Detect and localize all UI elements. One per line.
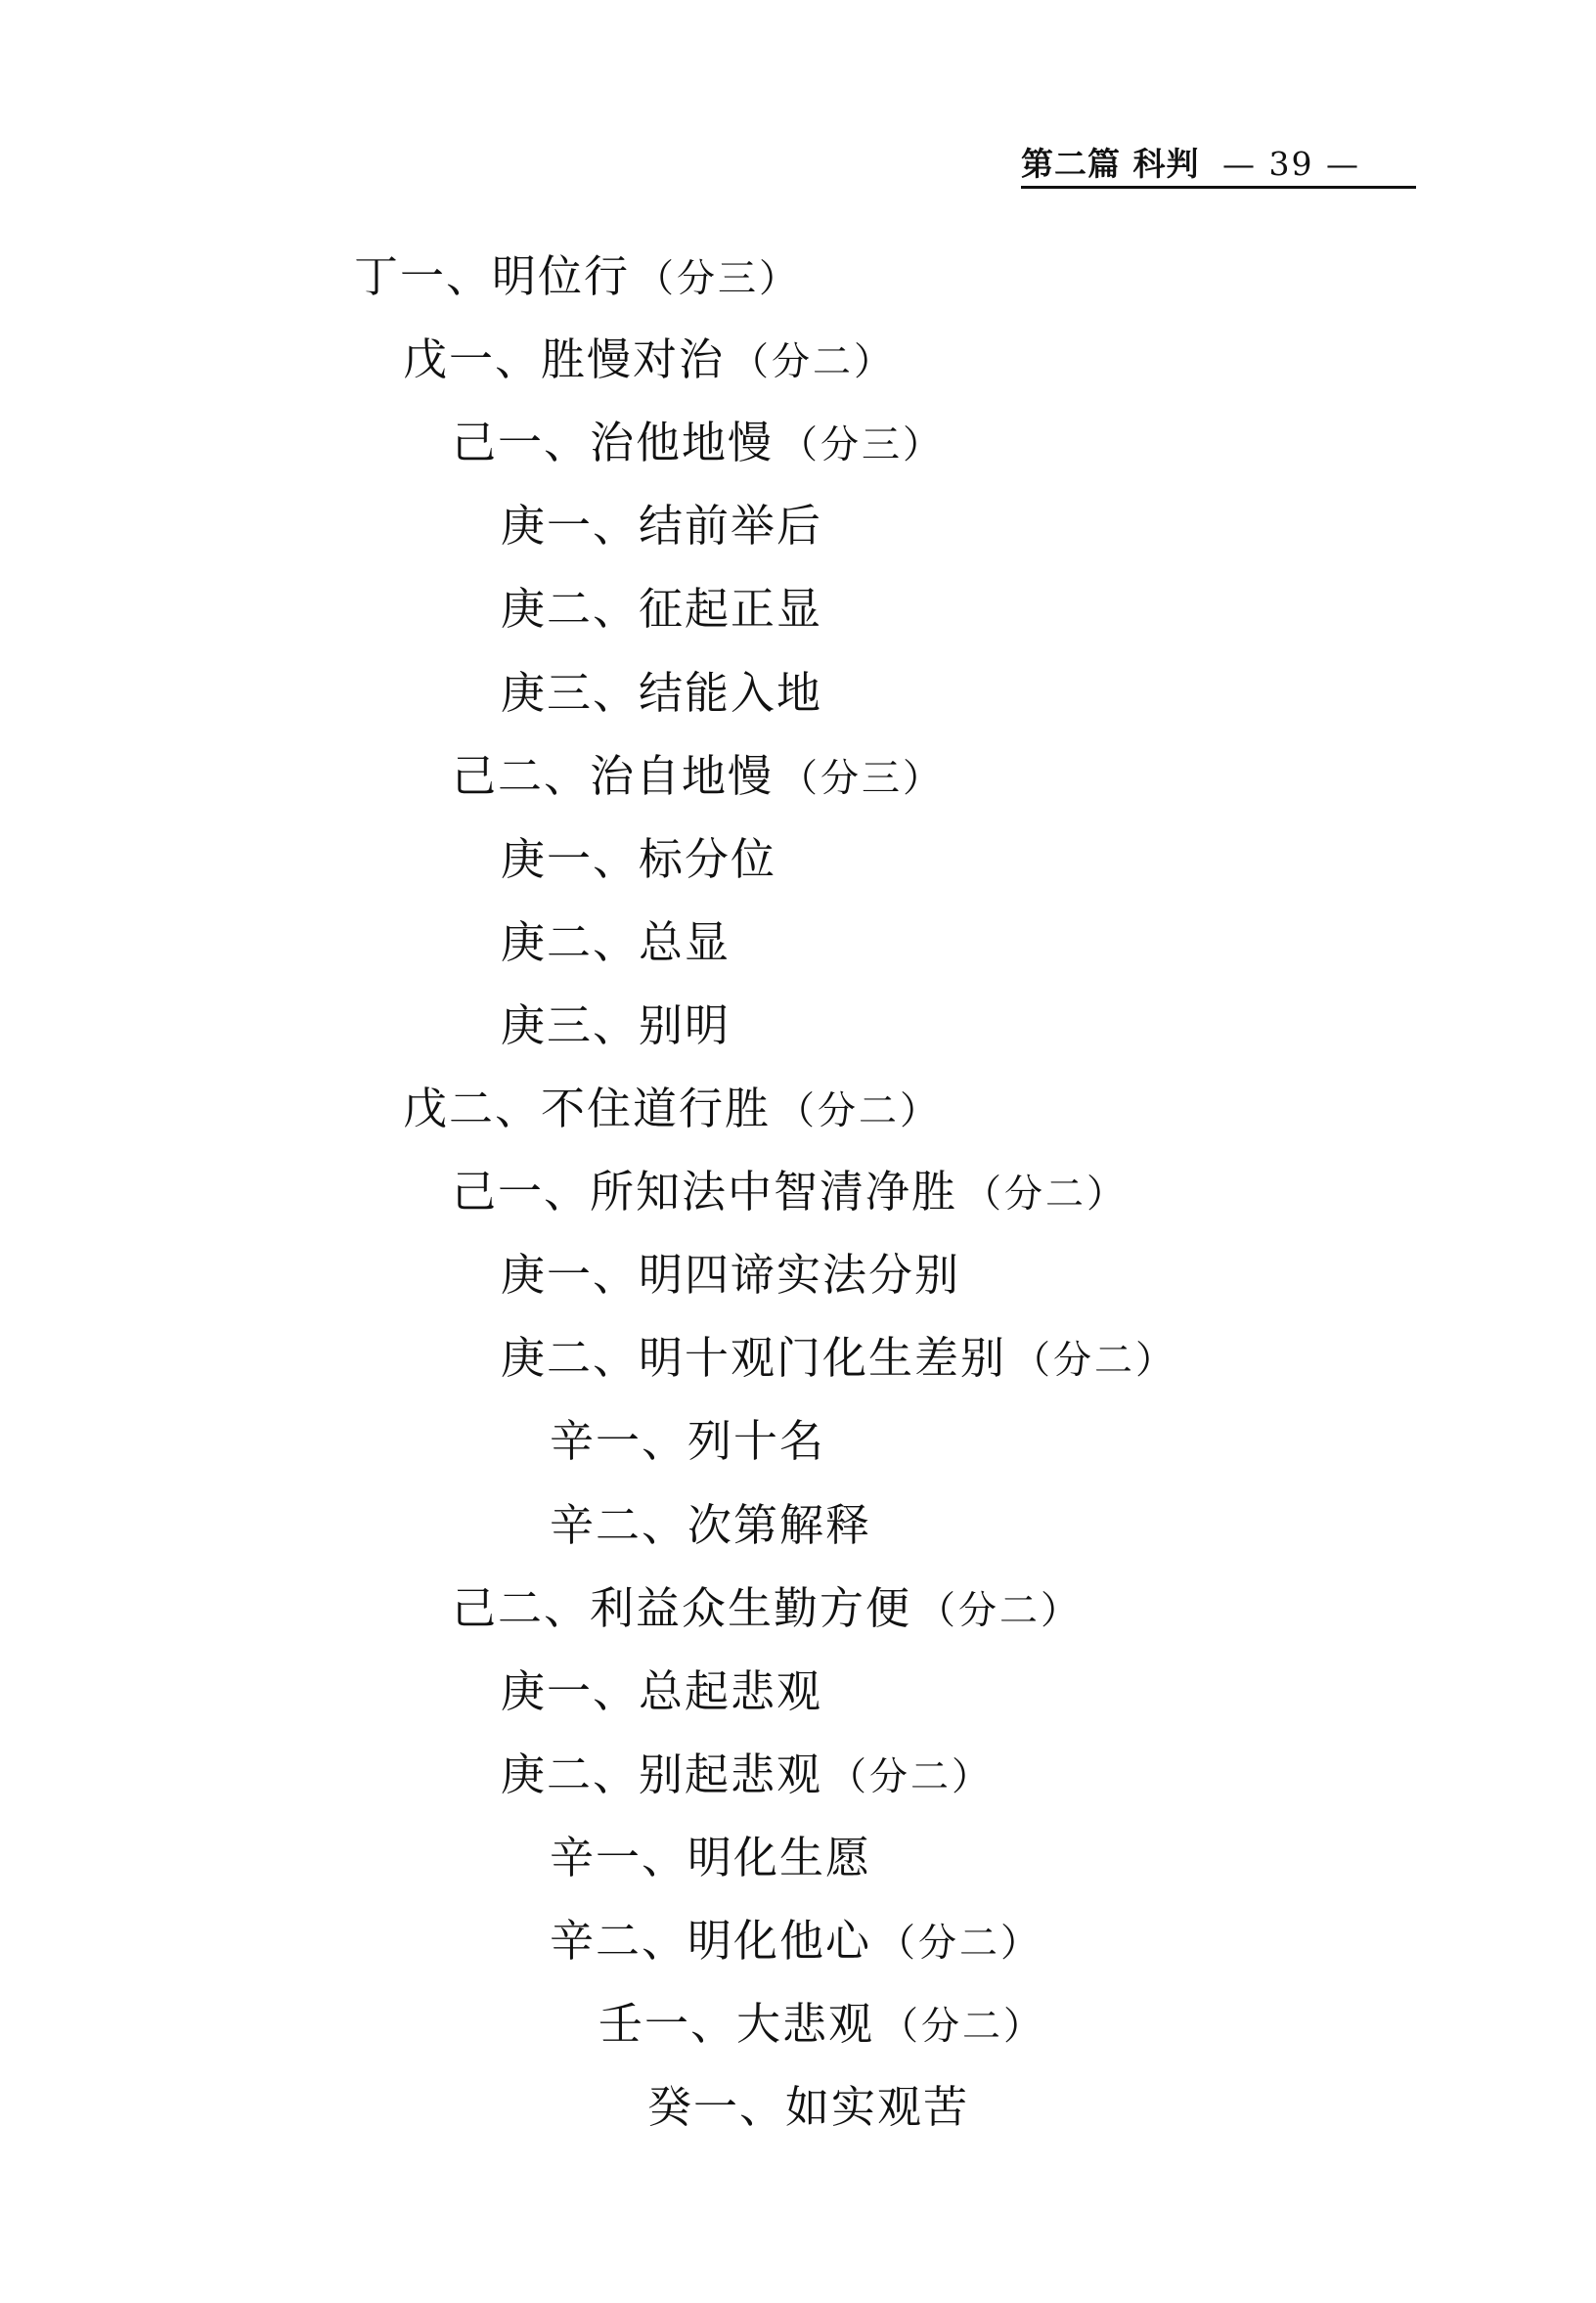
outline-item-label: 辛二、明化他心	[550, 1915, 872, 1967]
outline-item	[501, 1241, 960, 1309]
outline-item-label: 己二、利益众生勤方便	[452, 1582, 912, 1634]
outline-item	[501, 1324, 1176, 1393]
outline-item-label: 辛一、列十名	[550, 1415, 826, 1467]
outline-item	[501, 659, 822, 728]
page-number: — 39 —	[1222, 145, 1360, 183]
outline-item	[501, 908, 731, 977]
outline-item	[647, 2073, 969, 2142]
running-header	[1021, 143, 1416, 189]
outline-item-label: 庚二、别起悲观	[501, 1749, 823, 1800]
outline-item	[598, 1990, 1044, 2059]
outline-item	[452, 409, 944, 477]
outline-item-subdivision-note: （分二）	[877, 1922, 1042, 1966]
section-title: 第二篇 科判	[1021, 145, 1200, 183]
outline-item	[501, 1658, 822, 1726]
outline-item-subdivision-note: （分二）	[880, 2005, 1045, 2049]
outline-item-subdivision-note: （分二）	[963, 1173, 1129, 1217]
outline-item-label: 辛一、明化生愿	[550, 1832, 872, 1883]
outline-item-subdivision-note: （分三）	[636, 257, 801, 301]
outline-item	[550, 1407, 825, 1476]
outline-item-label: 辛二、次第解释	[550, 1499, 872, 1551]
outline-item	[354, 243, 800, 311]
outline-item	[550, 1907, 1042, 1975]
outline-item-subdivision-note: （分二）	[731, 340, 896, 384]
outline-item-subdivision-note: （分二）	[776, 1089, 942, 1133]
outline-item	[403, 326, 895, 394]
outline-item	[452, 1158, 1128, 1226]
outline-item-label: 庚二、总显	[501, 916, 732, 968]
outline-item-label: 庚二、明十观门化生差别	[501, 1332, 1007, 1384]
outline-item	[452, 742, 944, 811]
outline-item-label: 庚一、结前举后	[501, 500, 823, 552]
outline-item-label: 庚二、征起正显	[501, 583, 823, 635]
outline-item-label: 庚一、明四谛实法分别	[501, 1249, 961, 1301]
outline-item-label: 己二、治自地慢	[452, 750, 775, 802]
outline-item	[501, 492, 822, 560]
outline-item-label: 己一、治他地慢	[452, 417, 775, 468]
outline-item-subdivision-note: （分三）	[779, 423, 945, 467]
outline-item	[550, 1824, 871, 1892]
outline-item-subdivision-note: （分二）	[1012, 1339, 1177, 1383]
outline-item	[501, 575, 822, 643]
outline-item	[501, 1741, 993, 1809]
outline-item-label: 丁一、明位行	[354, 250, 631, 302]
outline-item-subdivision-note: （分二）	[828, 1755, 994, 1799]
outline-item-label: 戊二、不住道行胜	[403, 1083, 772, 1134]
outline-item-label: 庚一、总起悲观	[501, 1665, 823, 1717]
outline-item-label: 庚三、结能入地	[501, 667, 823, 719]
outline-item	[403, 1075, 941, 1143]
outline-item-subdivision-note: （分三）	[779, 757, 945, 801]
outline-item	[501, 825, 776, 894]
outline-item-label: 庚一、标分位	[501, 833, 777, 885]
outline-item-label: 癸一、如实观苦	[647, 2081, 970, 2133]
outline-item	[452, 1574, 1082, 1643]
outline-item	[550, 1491, 871, 1560]
outline-item-subdivision-note: （分二）	[917, 1589, 1083, 1633]
outline-item	[501, 992, 731, 1060]
outline-item-label: 庚三、别明	[501, 999, 732, 1051]
outline-item-label: 戊一、胜慢对治	[403, 333, 726, 385]
outline-item-label: 己一、所知法中智清净胜	[452, 1166, 958, 1218]
outline-item-label: 壬一、大悲观	[598, 1998, 875, 2050]
